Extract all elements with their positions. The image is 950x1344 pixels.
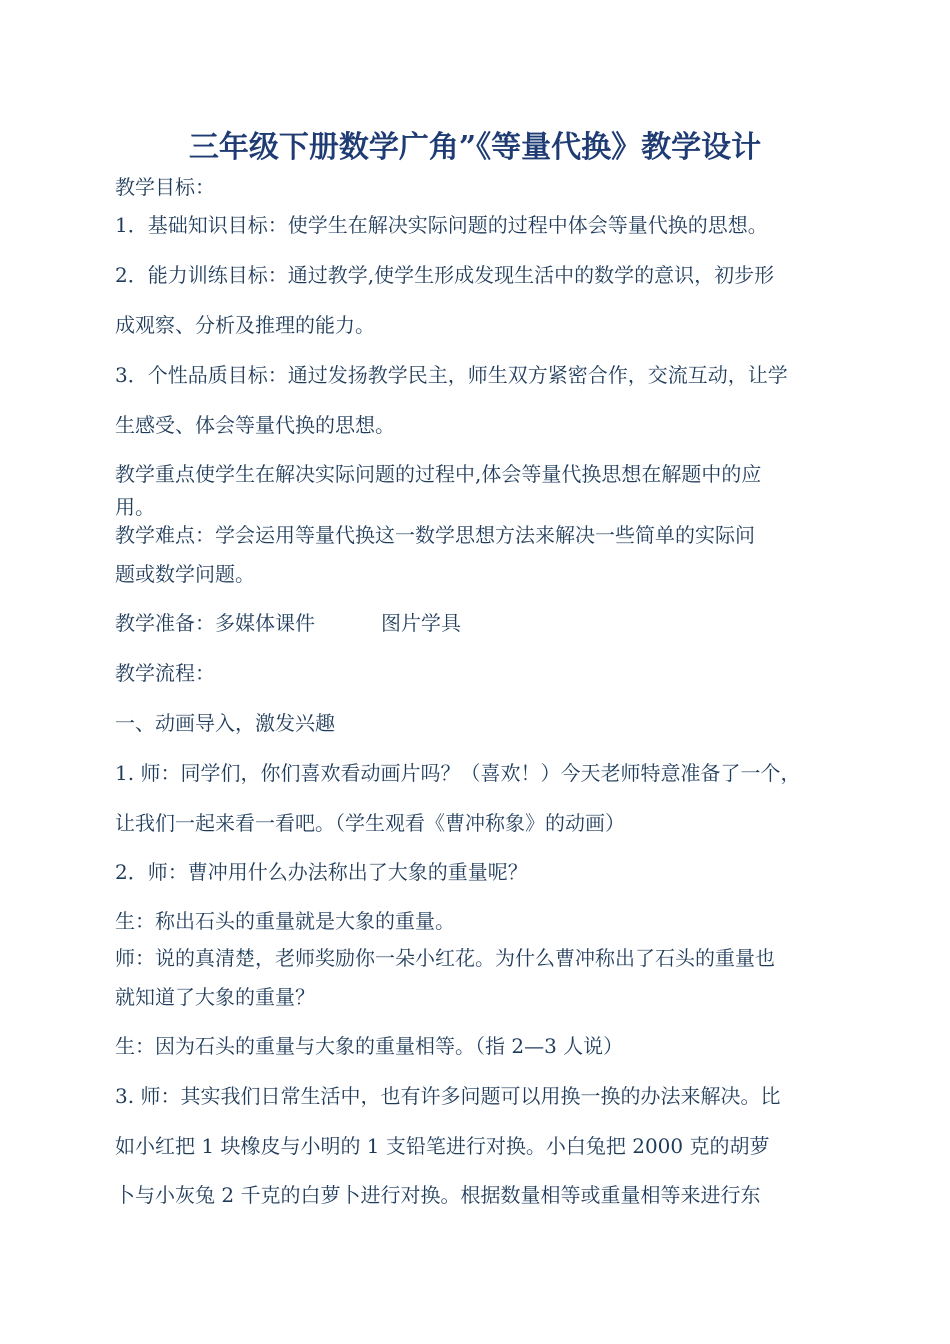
objective-3-continued: 生感受、体会等量代换的思想。 <box>115 413 395 437</box>
paragraph-1: 1. 师：同学们，你们喜欢看动画片吗？（喜欢！）今天老师特意准备了一个， <box>115 761 801 785</box>
key-point-continued: 用。 <box>115 495 155 519</box>
objective-3: 3．个性品质目标：通过发扬教学民主，师生双方紧密合作，交流互动，让学 <box>115 363 788 387</box>
preparation-label: 教学准备：多媒体课件 <box>115 611 315 635</box>
preparation <box>115 610 461 636</box>
preparation-item: 图片学具 <box>381 611 461 635</box>
paragraph-1-continued: 让我们一起来看一看吧。（学生观看《曹冲称象》的动画） <box>115 811 625 835</box>
step-heading-1: 一、动画导入，激发兴趣 <box>115 711 335 735</box>
key-point: 教学重点使学生在解决实际问题的过程中,体会等量代换思想在解题中的应 <box>115 462 762 486</box>
teacher-question: 师：说的真清楚，老师奖励你一朵小红花。为什么曹冲称出了石头的重量也 <box>115 946 775 970</box>
paragraph-3: 3. 师：其实我们日常生活中，也有许多问题可以用换一换的办法来解决。比 <box>115 1084 781 1108</box>
paragraph-3-continued-2: 卜与小灰兔 2 千克的白萝卜进行对换。根据数量相等或重量相等来进行东 <box>115 1183 761 1207</box>
difficult-point: 教学难点：学会运用等量代换这一数学思想方法来解决一些简单的实际问 <box>115 523 755 547</box>
paragraph-2: 2．师：曹冲用什么办法称出了大象的重量呢？ <box>115 860 528 884</box>
student-answer-1: 生：称出石头的重量就是大象的重量。 <box>115 909 455 933</box>
objective-2-continued: 成观察、分析及推理的能力。 <box>115 313 375 337</box>
section-heading-objectives: 教学目标： <box>115 175 215 199</box>
teacher-question-continued: 就知道了大象的重量？ <box>115 985 315 1009</box>
student-answer-2: 生：因为石头的重量与大象的重量相等。（指 2—3 人说） <box>115 1034 624 1058</box>
section-heading-process: 教学流程： <box>115 661 215 685</box>
paragraph-3-continued-1: 如小红把 1 块橡皮与小明的 1 支铅笔进行对换。小白兔把 2000 克的胡萝 <box>115 1134 770 1158</box>
difficult-point-continued: 题或数学问题。 <box>115 562 255 586</box>
objective-1: 1．基础知识目标：使学生在解决实际问题的过程中体会等量代换的思想。 <box>115 213 768 237</box>
objective-2: 2．能力训练目标：通过教学,使学生形成发现生活中的数学的意识，初步形 <box>115 263 775 287</box>
document-title: 三年级下册数学广角”《等量代换》教学设计 <box>188 130 762 165</box>
